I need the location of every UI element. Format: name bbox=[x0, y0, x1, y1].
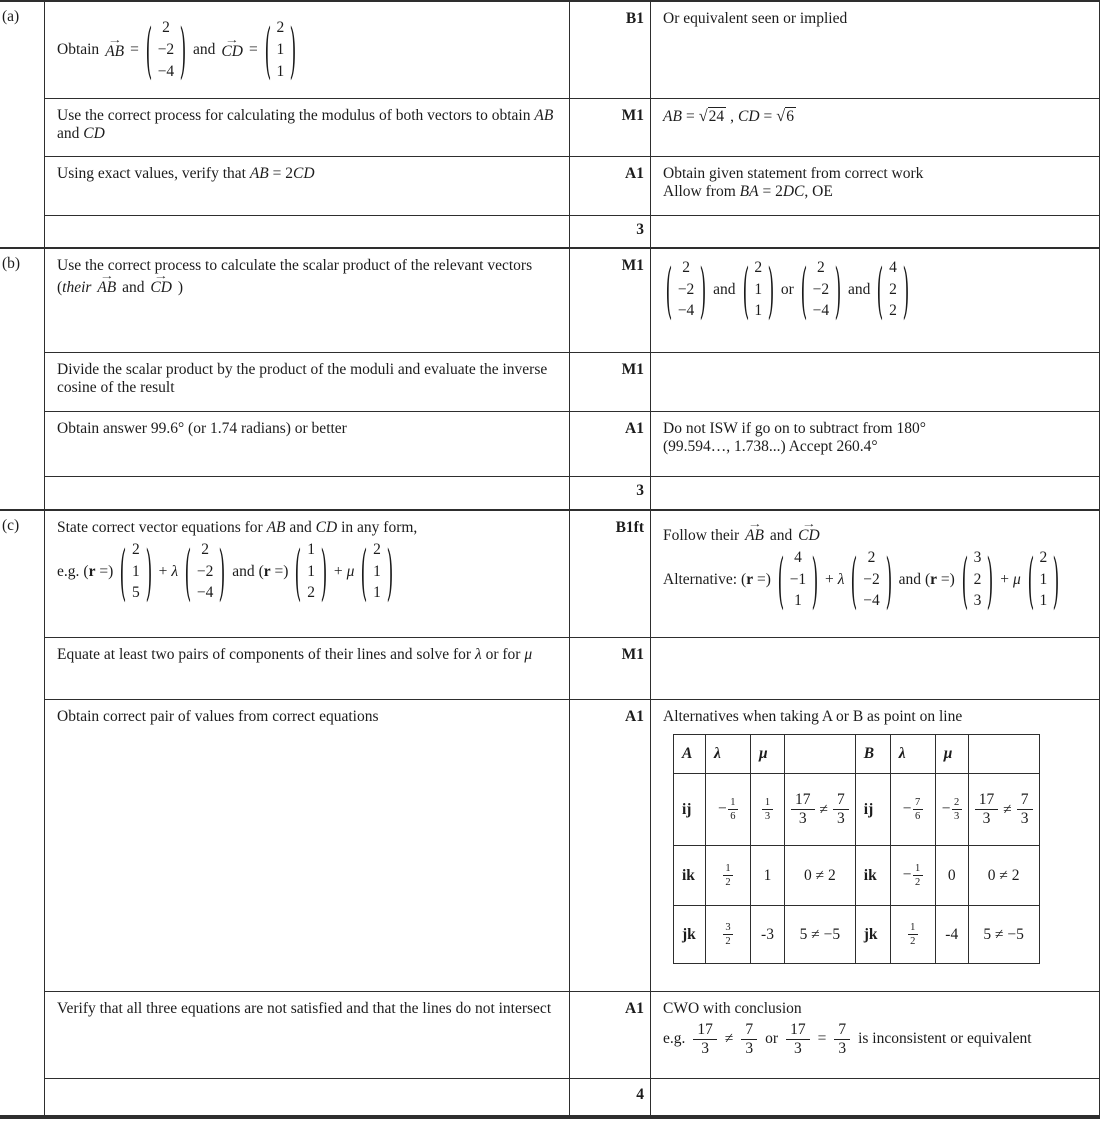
desc-text: in any form, bbox=[337, 519, 418, 536]
mark-cell bbox=[570, 412, 651, 476]
r-equals bbox=[741, 571, 771, 589]
vector-component: ( 2 bbox=[162, 19, 170, 37]
vector-component: 1 bbox=[1039, 592, 1048, 610]
guidance-cell-empty bbox=[651, 353, 1099, 411]
square-root bbox=[776, 107, 796, 126]
math-var: CD bbox=[293, 165, 315, 182]
column-vector bbox=[294, 539, 327, 604]
table-row-jk bbox=[674, 906, 1040, 964]
part-label-text: (a) bbox=[2, 8, 20, 25]
vector-component: ( 2 bbox=[682, 259, 690, 276]
column-vector bbox=[800, 257, 842, 322]
inequality-statement: 5 ≠ −5 bbox=[968, 906, 1039, 964]
mark-cell bbox=[570, 700, 651, 991]
vector-r: r bbox=[930, 570, 938, 588]
fraction: $\frac{7}{3}$ bbox=[834, 1021, 850, 1058]
row-c2 bbox=[45, 638, 1099, 700]
lambda-value bbox=[890, 774, 935, 846]
minus-sign: − bbox=[941, 800, 951, 818]
row-a3 bbox=[45, 157, 1099, 216]
r-equals bbox=[83, 563, 113, 581]
desc-text: Use the correct process for calculating the modulus of both vectors to obtain bbox=[57, 107, 535, 124]
row-a1 bbox=[45, 2, 1099, 99]
desc-text: Use the correct process to calculate the scalar product of the relevant vectors ( bbox=[57, 257, 533, 296]
row-c3 bbox=[45, 700, 1099, 992]
part-label-a bbox=[0, 2, 45, 247]
math-var: AB bbox=[249, 165, 269, 182]
plus: + bbox=[158, 562, 168, 580]
vector-component: 1 bbox=[754, 280, 763, 298]
fraction: $\frac{3}{2}$ bbox=[723, 921, 733, 948]
part-c bbox=[0, 511, 1099, 1115]
mu-value: -3 bbox=[751, 906, 785, 964]
vector-component: 1 bbox=[373, 562, 381, 580]
alternative-label: Alternative: bbox=[663, 570, 738, 588]
eg-label: e.g. bbox=[663, 1030, 686, 1048]
answer-cell-empty bbox=[45, 216, 570, 247]
lambda-value bbox=[890, 846, 935, 906]
row-label: ik bbox=[855, 846, 890, 906]
paren: =) bbox=[937, 570, 955, 588]
vector-component: ( 3 bbox=[973, 549, 982, 566]
answer-cell bbox=[45, 2, 570, 98]
fraction: 7 3 bbox=[741, 1021, 757, 1058]
vector-component: −4 bbox=[812, 302, 830, 320]
answer-cell bbox=[45, 249, 570, 352]
vector-component: −2 bbox=[157, 41, 175, 59]
desc-text: = 2 bbox=[268, 165, 294, 182]
guidance-line: Do not ISW if go on to subtract from 180° bbox=[663, 420, 926, 437]
radicand: 6 bbox=[786, 108, 794, 125]
equals: = bbox=[248, 41, 258, 58]
total-marks: 3 bbox=[636, 221, 644, 238]
paren: ( bbox=[924, 570, 931, 588]
lambda: λ bbox=[474, 646, 482, 663]
paren: ( bbox=[258, 562, 264, 580]
row-label: jk bbox=[855, 906, 890, 964]
guidance-text: and bbox=[766, 527, 797, 544]
eg-label: e.g. bbox=[57, 562, 80, 580]
vector-r: r bbox=[746, 570, 754, 588]
vector-component: ( 2 bbox=[1039, 549, 1048, 566]
plus: + bbox=[1000, 570, 1009, 588]
conjunction: and bbox=[847, 280, 871, 298]
desc-text: ) bbox=[173, 279, 183, 296]
column-vector bbox=[665, 257, 707, 322]
column-vector bbox=[961, 547, 994, 612]
answer-cell bbox=[45, 511, 570, 637]
vector-component: 1 bbox=[794, 592, 802, 610]
fraction: 7 3 bbox=[1017, 791, 1033, 828]
desc-text-italic: their bbox=[62, 279, 92, 296]
mark-code: A1 bbox=[625, 420, 644, 437]
paren: =) bbox=[270, 562, 289, 580]
desc-text: and bbox=[57, 125, 84, 142]
vector-component: 1 bbox=[132, 562, 140, 580]
vector-component: ( 2 bbox=[817, 259, 825, 276]
vector-component: 1 bbox=[1039, 570, 1048, 588]
inequality-statement: 0 ≠ 2 bbox=[785, 846, 856, 906]
lambda-value bbox=[706, 774, 751, 846]
table-row-ij bbox=[674, 774, 1040, 846]
guidance-text: Follow their bbox=[663, 527, 744, 544]
equals: = bbox=[763, 107, 773, 125]
mark-cell bbox=[570, 157, 651, 215]
desc-text: or for bbox=[481, 646, 525, 663]
minus-sign: − bbox=[718, 800, 727, 818]
part-label-c bbox=[0, 511, 45, 1115]
total-marks-cell bbox=[570, 1079, 651, 1115]
plus: + bbox=[333, 562, 343, 580]
vector-component: ( 2 bbox=[754, 259, 763, 276]
r-equals bbox=[259, 563, 289, 581]
desc-equation-line bbox=[57, 539, 557, 604]
row-c4 bbox=[45, 992, 1099, 1079]
guidance-cell-empty bbox=[651, 1079, 1099, 1115]
lambda-value bbox=[890, 906, 935, 964]
mark-cell bbox=[570, 249, 651, 352]
vector-component: −4 bbox=[196, 584, 214, 602]
radicand: 24 bbox=[708, 108, 725, 125]
fraction: $\frac{1}{6}$ bbox=[728, 796, 738, 823]
answer-cell bbox=[45, 638, 570, 699]
relation: ≠ bbox=[724, 1030, 734, 1048]
inequality-statement bbox=[785, 774, 856, 846]
part-label-text: (b) bbox=[2, 255, 21, 272]
vector-component: ( 4 bbox=[889, 259, 897, 276]
vector-r: r bbox=[88, 562, 96, 580]
column-vector bbox=[119, 539, 152, 604]
vector-name-cd: CD → bbox=[148, 279, 174, 297]
vector-name-ab: AB → bbox=[95, 279, 118, 297]
column-vector bbox=[145, 17, 187, 82]
math-var: BA bbox=[739, 183, 759, 200]
mu-value bbox=[751, 774, 785, 846]
equals: = bbox=[130, 41, 139, 58]
row-a-total bbox=[45, 216, 1099, 247]
col-header-mu: μ bbox=[751, 735, 785, 774]
row-c1 bbox=[45, 511, 1099, 638]
conjunction: and bbox=[193, 41, 216, 58]
vector-component: ( 2 bbox=[201, 541, 210, 558]
column-vector bbox=[742, 257, 775, 322]
answer-cell bbox=[45, 99, 570, 156]
row-a2 bbox=[45, 99, 1099, 157]
vector-component: −4 bbox=[677, 302, 695, 320]
column-vector bbox=[360, 539, 393, 604]
mu-value bbox=[935, 774, 968, 846]
vector-component: −2 bbox=[677, 280, 695, 298]
fraction: 17 3 bbox=[975, 791, 999, 828]
paren: ( bbox=[741, 570, 747, 588]
conjunction: or bbox=[780, 280, 794, 298]
vector-component: 2 bbox=[307, 584, 315, 602]
guidance-text: Or equivalent seen or implied bbox=[663, 10, 848, 27]
fraction: 17 3 bbox=[693, 1021, 717, 1058]
relation: = bbox=[817, 1030, 827, 1048]
row-label: ij bbox=[674, 774, 706, 846]
total-marks-cell bbox=[570, 216, 651, 247]
fraction: $\frac{2}{3}$ bbox=[952, 796, 962, 823]
lambda-value bbox=[706, 906, 751, 964]
relation: ≠ bbox=[819, 800, 829, 818]
part-a bbox=[0, 2, 1099, 249]
guidance-line bbox=[663, 519, 1087, 545]
vector-name-ab: AB → bbox=[743, 527, 766, 545]
fraction: $\frac{1}{3}$ bbox=[762, 796, 772, 823]
row-b2 bbox=[45, 353, 1099, 412]
answer-cell bbox=[45, 353, 570, 411]
col-header-B: B bbox=[855, 735, 890, 774]
lambda: λ bbox=[837, 570, 845, 588]
col-header-lambda: λ bbox=[706, 735, 751, 774]
inequality-statement: 5 ≠ −5 bbox=[785, 906, 856, 964]
mark-cell bbox=[570, 2, 651, 98]
desc-text: and bbox=[118, 279, 149, 296]
part-label-text: (c) bbox=[2, 517, 20, 534]
column-vector bbox=[850, 547, 892, 612]
total-marks: 4 bbox=[636, 1086, 644, 1103]
answer-cell-empty bbox=[45, 1079, 570, 1115]
vector-component: ( 2 bbox=[867, 549, 876, 566]
mark-cell bbox=[570, 992, 651, 1078]
mark-cell bbox=[570, 353, 651, 411]
part-label-b bbox=[0, 249, 45, 509]
vector-component: ( 2 bbox=[132, 541, 140, 558]
guidance-cell bbox=[651, 992, 1099, 1078]
vector-name-ab: AB → bbox=[103, 43, 126, 61]
fraction: $\frac{7}{6}$ bbox=[913, 796, 923, 823]
desc-text: State correct vector equations for bbox=[57, 519, 267, 536]
mu-value: -4 bbox=[935, 906, 968, 964]
column-vector bbox=[1027, 547, 1060, 612]
mark-code: B1 bbox=[625, 10, 644, 27]
col-header-mu: μ bbox=[935, 735, 968, 774]
mu: μ bbox=[346, 562, 355, 580]
column-vector bbox=[264, 17, 297, 82]
table-row-ik bbox=[674, 846, 1040, 906]
minus-sign: − bbox=[902, 800, 912, 818]
desc-text: Verify that all three equations are not satisfied and that the lines do not intersect bbox=[57, 1000, 552, 1017]
vector-component: 1 bbox=[276, 41, 285, 59]
column-vector bbox=[184, 539, 226, 604]
vector-component: −1 bbox=[789, 570, 807, 588]
mark-code: A1 bbox=[625, 165, 644, 182]
guidance-cell bbox=[651, 99, 1099, 156]
vector-component: −4 bbox=[863, 592, 880, 610]
mark-code: B1ft bbox=[615, 519, 644, 536]
fraction: $\frac{1}{2}$ bbox=[908, 921, 918, 948]
vector-component: 3 bbox=[973, 592, 982, 610]
inequality-statement bbox=[968, 774, 1039, 846]
guidance-cell bbox=[651, 511, 1099, 637]
guidance-equation-line bbox=[663, 1021, 1087, 1058]
mark-cell bbox=[570, 511, 651, 637]
guidance-cell bbox=[651, 700, 1099, 991]
inequality-statement: 0 ≠ 2 bbox=[968, 846, 1039, 906]
alt-table-header-row bbox=[674, 735, 1040, 774]
lambda: λ bbox=[171, 562, 179, 580]
minus-sign: − bbox=[902, 866, 912, 884]
math-var: CD bbox=[738, 107, 760, 125]
paren: =) bbox=[95, 562, 114, 580]
row-label: jk bbox=[674, 906, 706, 964]
mark-code: M1 bbox=[621, 107, 644, 124]
guidance-text: is inconsistent or equivalent bbox=[858, 1030, 1032, 1048]
conjunction: or bbox=[765, 1030, 779, 1048]
mark-cell bbox=[570, 638, 651, 699]
math-var: AB bbox=[266, 519, 286, 536]
math-var: CD bbox=[315, 519, 338, 536]
lambda-value bbox=[706, 846, 751, 906]
vector-component: ( 1 bbox=[307, 541, 315, 558]
guidance-text: = 2 bbox=[758, 183, 783, 200]
mark-code: A1 bbox=[625, 708, 644, 725]
math-var: CD bbox=[83, 125, 105, 142]
guidance-line: Alternatives when taking A or B as point on line bbox=[663, 708, 963, 725]
conjunction: and bbox=[713, 280, 736, 298]
mark-code: A1 bbox=[625, 1000, 644, 1017]
equals: = bbox=[685, 107, 695, 125]
alternatives-table bbox=[673, 734, 1040, 964]
vector-component: −2 bbox=[812, 280, 830, 298]
mark-cell bbox=[570, 99, 651, 156]
guidance-cell bbox=[651, 157, 1099, 215]
guidance-line: (99.594…, 1.738...) Accept 260.4° bbox=[663, 438, 878, 455]
row-b1 bbox=[45, 249, 1099, 353]
vector-name-cd: CD → bbox=[219, 43, 245, 61]
fraction: $\frac{1}{2}$ bbox=[723, 862, 733, 889]
mu-value: 0 bbox=[935, 846, 968, 906]
math-var: AB bbox=[534, 107, 554, 124]
vector-name-cd: CD → bbox=[796, 527, 822, 545]
vector-component: 1 bbox=[276, 62, 285, 80]
col-header-A: A bbox=[674, 735, 706, 774]
guidance-cell-empty bbox=[651, 477, 1099, 509]
relation: ≠ bbox=[1003, 800, 1012, 818]
vector-component: 2 bbox=[889, 280, 897, 298]
mu: μ bbox=[524, 646, 533, 663]
desc-text: Using exact values, verify that bbox=[57, 165, 250, 182]
guidance-cell bbox=[651, 2, 1099, 98]
plus: + bbox=[825, 570, 834, 588]
vector-component: ( 4 bbox=[794, 549, 802, 566]
guidance-equation-line bbox=[663, 547, 1087, 612]
fraction: 7 3 bbox=[833, 791, 849, 828]
guidance-cell-empty bbox=[651, 216, 1099, 247]
row-b-total bbox=[45, 477, 1099, 509]
square-root bbox=[699, 107, 726, 126]
fraction: 17 3 bbox=[791, 791, 815, 828]
desc-text: Equate at least two pairs of components of their lines and solve for bbox=[57, 646, 475, 663]
vector-component: −4 bbox=[157, 62, 175, 80]
guidance-line bbox=[663, 183, 1087, 201]
r-equals bbox=[925, 571, 955, 589]
guidance-line: Obtain given statement from correct work bbox=[663, 165, 924, 182]
answer-cell bbox=[45, 157, 570, 215]
guidance-line: CWO with conclusion bbox=[663, 1000, 802, 1017]
desc-text: Obtain correct pair of values from correct equations bbox=[57, 708, 379, 725]
vector-component: 1 bbox=[373, 584, 381, 602]
guidance-text: , OE bbox=[804, 183, 833, 200]
row-label: ij bbox=[855, 774, 890, 846]
total-marks-cell bbox=[570, 477, 651, 509]
mark-code: M1 bbox=[621, 646, 644, 663]
vector-component: 2 bbox=[973, 570, 982, 588]
column-vector bbox=[777, 547, 819, 612]
answer-cell bbox=[45, 700, 570, 991]
col-header-blank bbox=[785, 735, 856, 774]
desc-text: and bbox=[285, 519, 316, 536]
answer-cell bbox=[45, 412, 570, 476]
guidance-text: Allow from bbox=[663, 183, 740, 200]
paren: ( bbox=[83, 562, 89, 580]
mark-code: M1 bbox=[621, 257, 644, 274]
guidance-cell bbox=[651, 412, 1099, 476]
vector-r: r bbox=[263, 562, 271, 580]
vector-component: ( 2 bbox=[276, 19, 285, 37]
vector-component: 2 bbox=[889, 302, 897, 320]
answer-cell-empty bbox=[45, 477, 570, 509]
row-c-total bbox=[45, 1079, 1099, 1115]
mu: μ bbox=[1012, 570, 1021, 588]
mark-code: M1 bbox=[621, 361, 644, 378]
guidance-cell-empty bbox=[651, 638, 1099, 699]
paren: =) bbox=[753, 570, 771, 588]
col-header-blank bbox=[968, 735, 1039, 774]
vector-component: 5 bbox=[132, 584, 140, 602]
column-vector bbox=[876, 257, 909, 322]
vector-component: ( 2 bbox=[373, 541, 381, 558]
fraction: $\frac{17}{3}$ bbox=[786, 1021, 810, 1058]
vector-component: 1 bbox=[754, 302, 763, 320]
col-header-lambda: λ bbox=[890, 735, 935, 774]
math-var: DC bbox=[782, 183, 805, 200]
fraction: $\frac{1}{2}$ bbox=[913, 862, 923, 889]
desc-line bbox=[57, 519, 557, 537]
desc-text: Divide the scalar product by the product of the moduli and evaluate the inverse cosine of the result bbox=[57, 361, 548, 396]
conjunction: and bbox=[898, 570, 921, 588]
answer-cell bbox=[45, 992, 570, 1078]
conjunction: and bbox=[232, 562, 255, 580]
separator: , bbox=[730, 107, 734, 125]
desc-text: Obtain answer 99.6° (or 1.74 radians) or better bbox=[57, 420, 347, 437]
math-var: AB bbox=[663, 107, 682, 125]
row-b3 bbox=[45, 412, 1099, 477]
vector-component: −2 bbox=[863, 570, 880, 588]
row-label: ik bbox=[674, 846, 706, 906]
total-marks: 3 bbox=[636, 482, 644, 499]
desc-text: Obtain bbox=[57, 41, 100, 58]
vector-component: −2 bbox=[196, 562, 214, 580]
guidance-cell bbox=[651, 249, 1099, 352]
part-b bbox=[0, 249, 1099, 511]
vector-component: 1 bbox=[307, 562, 315, 580]
mu-value: 1 bbox=[751, 846, 785, 906]
